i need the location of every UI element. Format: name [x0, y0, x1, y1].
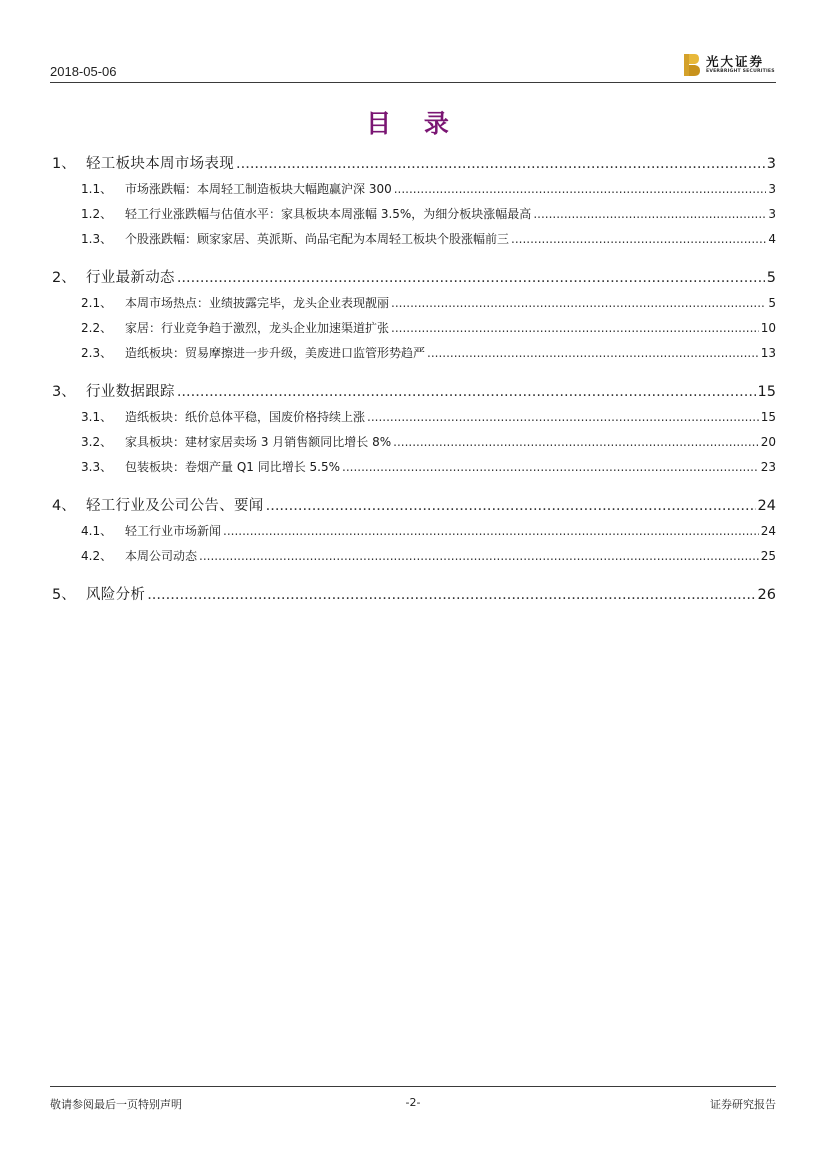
toc-entry-text: 市场涨跌幅：本周轻工制造板块大幅跑赢沪深 300: [125, 182, 392, 196]
toc-entry-text: 个股涨跌幅：顾家家居、英派斯、尚品宅配为本周轻工板块个股涨幅前三: [125, 232, 510, 246]
toc-entry-text: 轻工行业及公司公告、要闻: [86, 498, 264, 514]
logo-text-en: EVERBRIGHT SECURITIES: [706, 69, 775, 74]
toc-leader-dots: [236, 152, 765, 177]
toc-entry-number: 2.1、: [81, 296, 113, 310]
toc-leader-dots: [427, 341, 759, 366]
toc-entry-text: 行业数据跟踪: [86, 384, 175, 400]
toc-leader-dots: [391, 316, 759, 341]
toc-section-entry[interactable]: [52, 380, 776, 405]
toc-leader-dots: [223, 519, 759, 544]
toc-section-gap: [52, 569, 776, 581]
toc-entry-page: 23: [760, 460, 776, 474]
page-header: [50, 50, 776, 83]
toc-entry-number: 1.3、: [81, 232, 113, 246]
toc-leader-dots: [533, 202, 766, 227]
toc-entry-number: 1.1、: [81, 182, 113, 196]
toc-entry-number: 1.2、: [81, 207, 113, 221]
toc-leader-dots: [367, 405, 759, 430]
company-logo: [684, 52, 776, 78]
toc-leader-dots: [266, 494, 756, 519]
toc-entry-text: 轻工行业涨跌幅与估值水平：家具板块本周涨幅 3.5%，为细分板块涨幅最高: [125, 207, 532, 221]
toc-entry-page: 25: [760, 549, 776, 563]
report-type: 证券研究报告: [710, 1098, 776, 1111]
toc-entry-page: 3: [766, 156, 776, 172]
toc-leader-dots: [199, 544, 759, 569]
toc-subsection-entry[interactable]: [81, 291, 776, 316]
toc-entry-number: 2.2、: [81, 321, 113, 335]
toc-entry-number: 3.3、: [81, 460, 113, 474]
page-footer: [50, 1086, 776, 1117]
toc-entry-number: 1、: [52, 156, 76, 172]
toc-leader-dots: [394, 177, 767, 202]
toc-leader-dots: [177, 380, 756, 405]
toc-entry-page: 3: [768, 182, 776, 196]
toc-entry-number: 2、: [52, 270, 76, 286]
disclaimer-note: 敬请参阅最后一页特别声明: [50, 1098, 182, 1111]
toc-section-entry[interactable]: [52, 266, 776, 291]
toc-leader-dots: [147, 583, 755, 608]
toc-entry-page: 4: [768, 232, 776, 246]
toc-subsection-entry[interactable]: [81, 202, 776, 227]
toc-entry-number: 5、: [52, 587, 76, 603]
toc-section-gap: [52, 480, 776, 492]
toc-subsection-entry[interactable]: [81, 316, 776, 341]
toc-entry-text: 轻工行业市场新闻: [125, 524, 222, 538]
toc-entry-text: 造纸板块：纸价总体平稳，国废价格持续上涨: [125, 410, 366, 424]
toc-leader-dots: [342, 455, 759, 480]
table-of-contents: [52, 150, 776, 608]
toc-entry-text: 本周市场热点：业绩披露完毕，龙头企业表现靓丽: [125, 296, 390, 310]
toc-entry-number: 4.1、: [81, 524, 113, 538]
toc-subsection-entry[interactable]: [81, 405, 776, 430]
toc-section-entry[interactable]: [52, 583, 776, 608]
page-number: -2-: [405, 1096, 421, 1109]
toc-entry-page: 26: [757, 587, 776, 603]
toc-entry-page: 15: [757, 384, 776, 400]
toc-entry-text: 家居：行业竞争趋于激烈，龙头企业加速渠道扩张: [125, 321, 390, 335]
toc-entry-text: 包装板块：卷烟产量 Q1 同比增长 5.5%: [125, 460, 341, 474]
toc-entry-number: 4、: [52, 498, 76, 514]
toc-entry-text: 轻工板块本周市场表现: [86, 156, 234, 172]
toc-title: 目 录: [366, 109, 461, 138]
toc-entry-number: 2.3、: [81, 346, 113, 360]
toc-section-entry[interactable]: [52, 152, 776, 177]
logo-text-cn: 光大证券: [706, 54, 765, 69]
toc-entry-page: 10: [760, 321, 776, 335]
toc-entry-page: 5: [766, 270, 776, 286]
toc-entry-page: 15: [760, 410, 776, 424]
toc-leader-dots: [511, 227, 766, 252]
toc-entry-page: 24: [760, 524, 776, 538]
toc-leader-dots: [391, 291, 766, 316]
toc-section-gap: [52, 366, 776, 378]
toc-entry-number: 4.2、: [81, 549, 113, 563]
toc-entry-page: 13: [760, 346, 776, 360]
toc-leader-dots: [177, 266, 765, 291]
toc-entry-number: 3.2、: [81, 435, 113, 449]
toc-entry-page: 3: [768, 207, 776, 221]
toc-subsection-entry[interactable]: [81, 430, 776, 455]
toc-subsection-entry[interactable]: [81, 519, 776, 544]
toc-section-gap: [52, 252, 776, 264]
toc-entry-number: 3.1、: [81, 410, 113, 424]
toc-subsection-entry[interactable]: [81, 455, 776, 480]
report-date: 2018-05-06: [50, 64, 117, 79]
toc-entry-page: 24: [757, 498, 776, 514]
toc-section-entry[interactable]: [52, 494, 776, 519]
toc-subsection-entry[interactable]: [81, 227, 776, 252]
toc-subsection-entry[interactable]: [81, 177, 776, 202]
toc-entry-text: 家具板块：建材家居卖场 3 月销售额同比增长 8%: [125, 435, 392, 449]
toc-entry-text: 风险分析: [86, 587, 146, 603]
toc-entry-text: 行业最新动态: [86, 270, 175, 286]
toc-entry-text: 本周公司动态: [125, 549, 198, 563]
toc-entry-number: 3、: [52, 384, 76, 400]
toc-entry-text: 造纸板块：贸易摩擦进一步升级，美废进口监管形势趋严: [125, 346, 426, 360]
everbright-logo-icon: [684, 54, 700, 76]
toc-subsection-entry[interactable]: [81, 544, 776, 569]
toc-leader-dots: [393, 430, 759, 455]
toc-subsection-entry[interactable]: [81, 341, 776, 366]
toc-entry-page: 20: [760, 435, 776, 449]
toc-entry-page: 5: [768, 296, 776, 310]
